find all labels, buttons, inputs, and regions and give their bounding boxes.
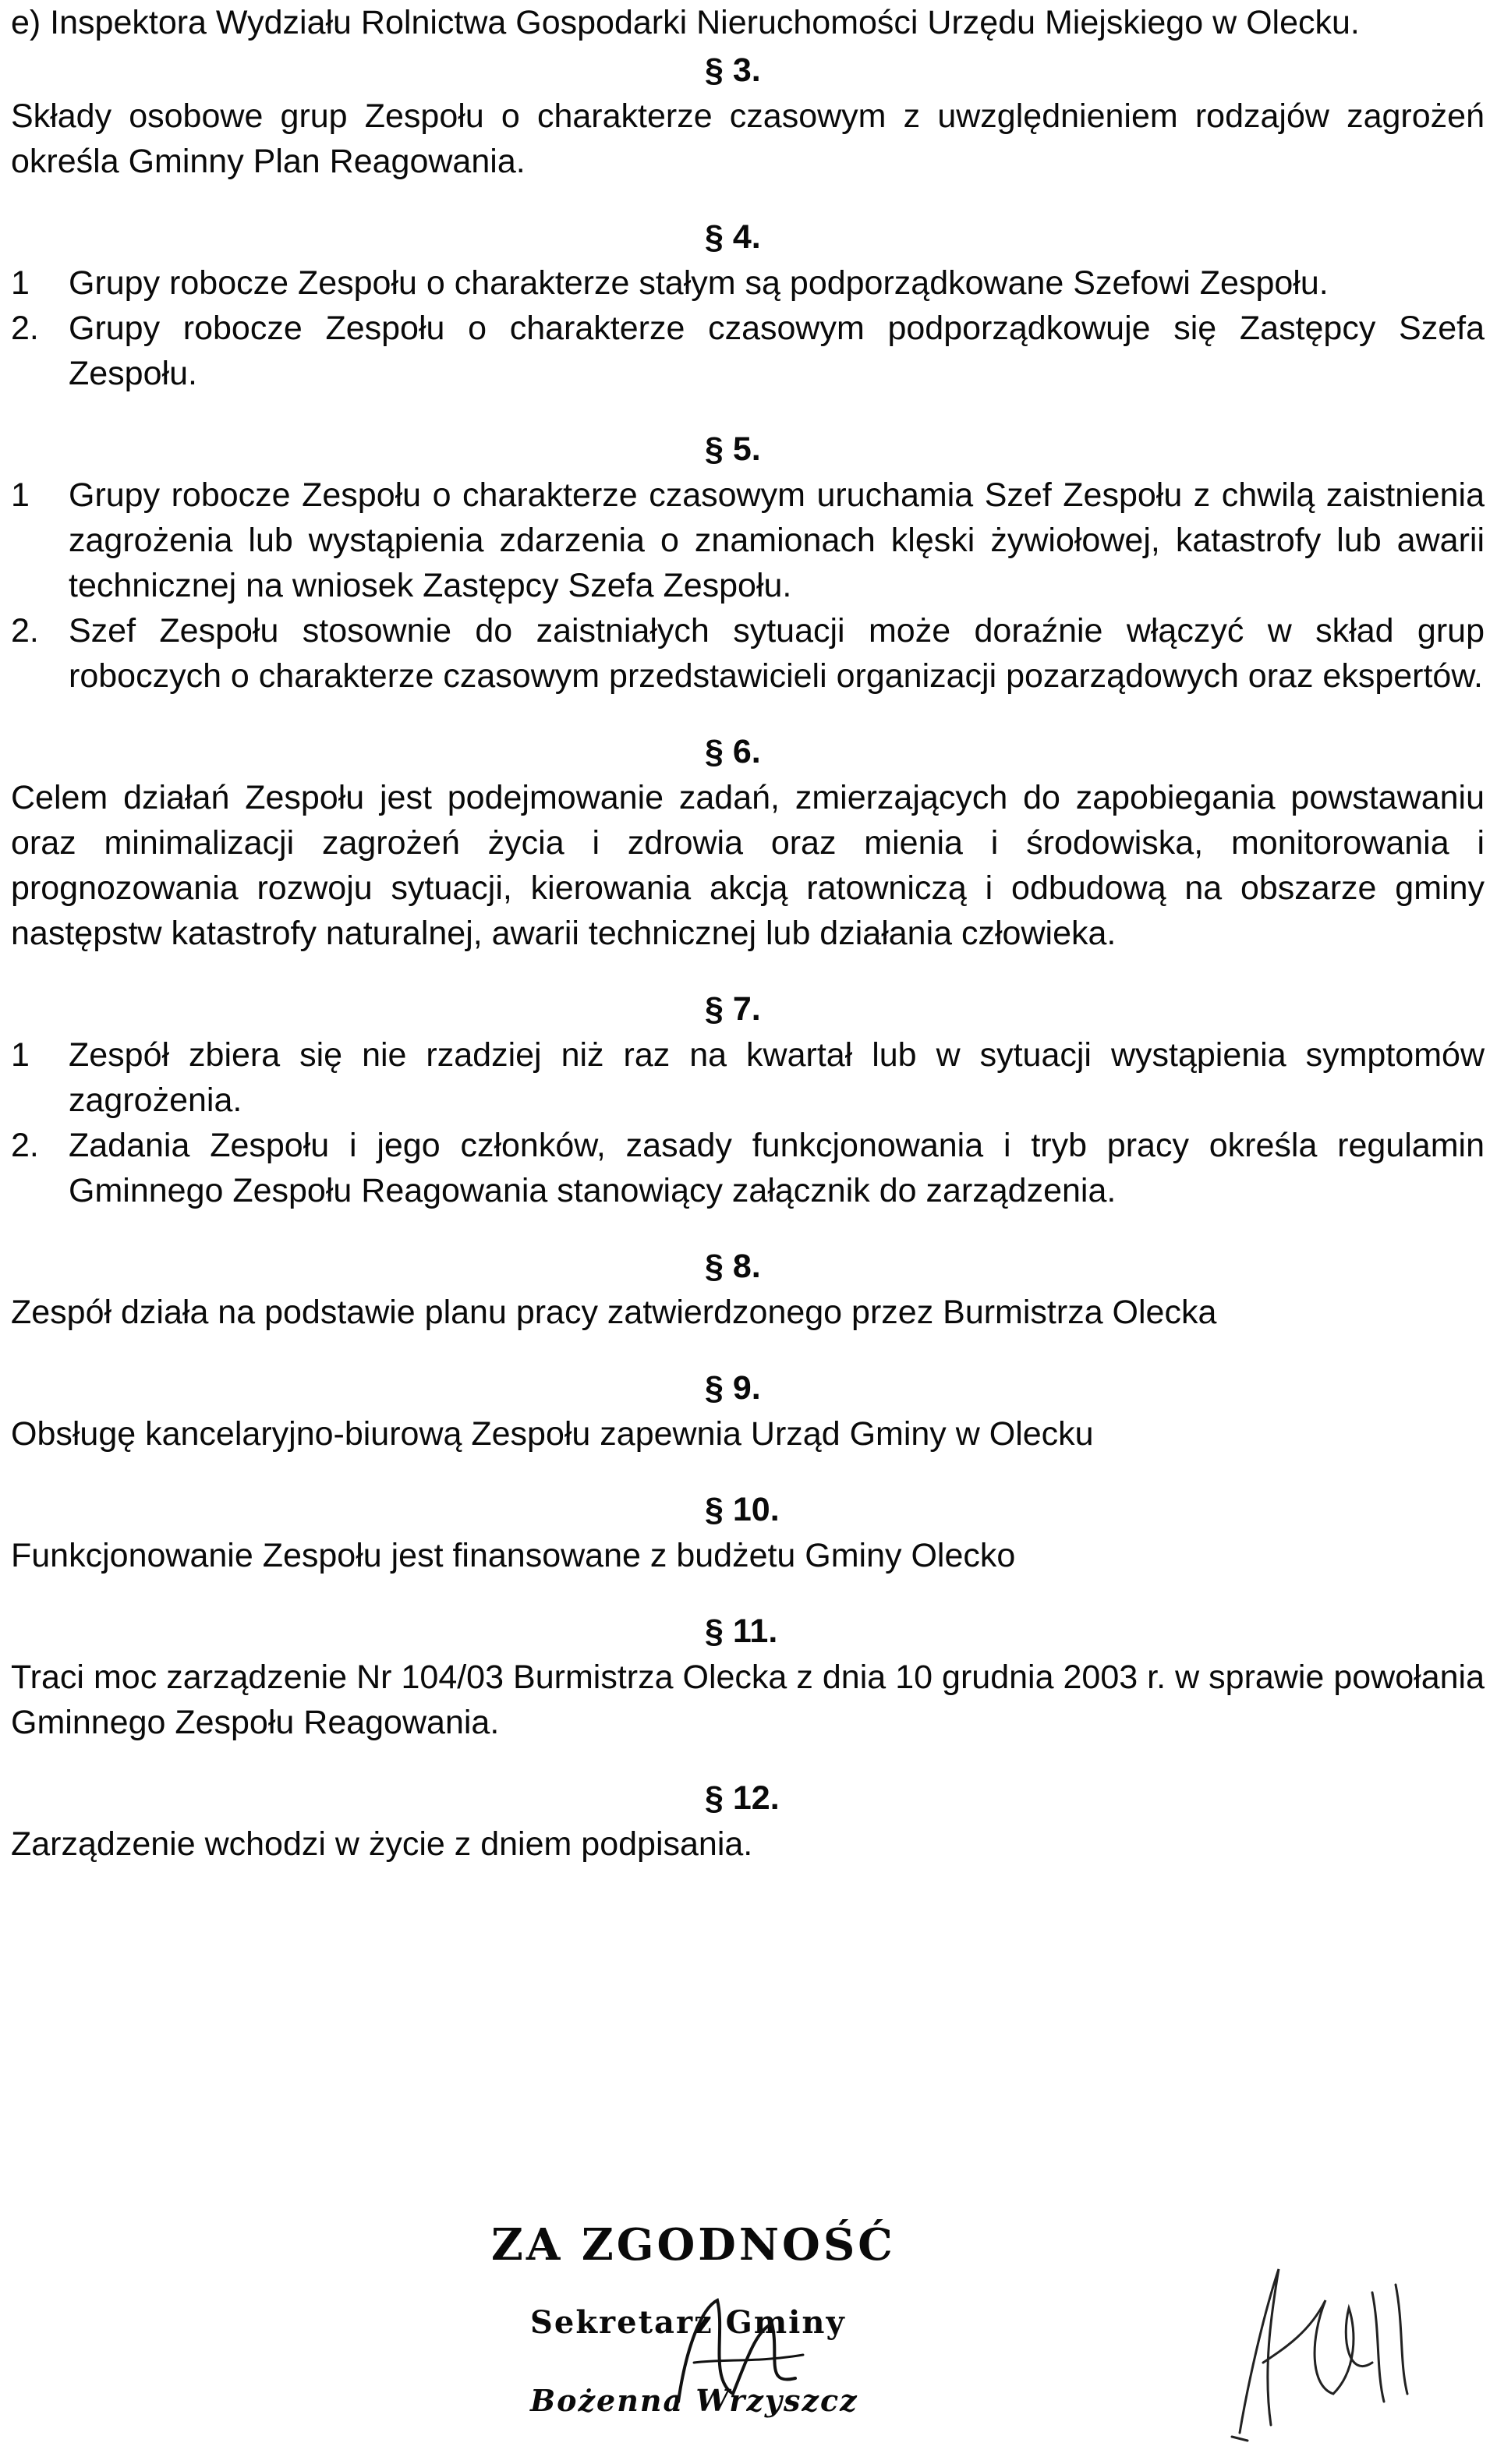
- item-text: Grupy robocze Zespołu o charakterze stałym są podporządkowane Szefowi Zespołu.: [69, 264, 1329, 302]
- section-7-item-1: [11, 1032, 1485, 1123]
- section-7-item-2: [11, 1123, 1485, 1213]
- section-11-title: § 11.: [705, 1613, 778, 1650]
- section-5-item-2: [11, 608, 1485, 699]
- stamp-heading: ZA ZGODNOŚĆ: [491, 2219, 896, 2271]
- section-6-text: Celem działań Zespołu jest podejmowanie zadań, zmierzających do zapobiegania powstawaniu oraz minimalizacji zagrożeń życia i zdrowia oraz mienia i środowiska, monitorowania i prognozowania rozwoju sytuacji, kierowania akcją ratowniczą i odbudową na obszarze gminy następstw katastrofy naturalnej, awarii technicznej lub działania człowieka.: [11, 779, 1485, 952]
- section-8-text: Zespół działa na podstawie planu pracy zatwierdzonego przez Burmistrza Olecka: [11, 1294, 1217, 1331]
- section-5-item-1: [11, 473, 1485, 608]
- section-3-text: Składy osobowe grup Zespołu o charakterze czasowym z uwzględnieniem rodzajów zagrożeń określa Gminny Plan Reagowania.: [11, 97, 1485, 180]
- stamp-position: Sekretarz Gminy: [530, 2304, 846, 2341]
- section-12-title: § 12.: [705, 1779, 780, 1817]
- section-11-text: Traci moc zarządzenie Nr 104/03 Burmistrza Olecka z dnia 10 grudnia 2003 r. w sprawie powołania Gminnego Zespołu Reagowania.: [11, 1659, 1485, 1741]
- section-4-item-1: [11, 260, 1485, 306]
- document-page: [11, 0, 1485, 1867]
- section-6-title: § 6.: [705, 733, 761, 770]
- signature: [1216, 2246, 1435, 2448]
- section-5-title: § 5.: [705, 430, 761, 468]
- item-text: Zespół zbiera się nie rzadziej niż raz na kwartał lub w sytuacji wystąpienia symptomów zagrożenia.: [69, 1036, 1485, 1119]
- section-3-title: § 3.: [705, 51, 761, 89]
- item-number: 1: [11, 476, 30, 514]
- section-7-title: § 7.: [705, 990, 761, 1028]
- item-number: 2.: [11, 310, 39, 347]
- item-number: 1: [11, 1036, 30, 1074]
- item-number: 1: [11, 264, 30, 302]
- item-text: Grupy robocze Zespołu o charakterze czasowym uruchamia Szef Zespołu z chwilą zaistnienia zagrożenia lub wystąpienia zdarzenia o znamionach klęski żywiołowej, katastrofy lub awarii technicznej na wniosek Zastępcy Szefa Zespołu.: [69, 476, 1485, 604]
- signature-small: [663, 2285, 819, 2425]
- item-text: Zadania Zespołu i jego członków, zasady funkcjonowania i tryb pracy określa regulamin Gminnego Zespołu Reagowania stanowiący załącznik do zarządzenia.: [69, 1127, 1485, 1209]
- item-text: Grupy robocze Zespołu o charakterze czasowym podporządkowuje się Zastępcy Szefa Zespołu.: [69, 310, 1485, 392]
- item-number: 2.: [11, 1127, 39, 1164]
- section-4-item-2: [11, 306, 1485, 396]
- section-10-title: § 10.: [705, 1491, 780, 1528]
- intro-paragraph: e) Inspektora Wydziału Rolnictwa Gospodarki Nieruchomości Urzędu Miejskiego w Olecku.: [11, 4, 1360, 41]
- certification-stamp: [483, 2219, 967, 2456]
- stamp-person-name: Bożenna Wrzyszcz: [530, 2383, 858, 2418]
- section-12-text: Zarządzenie wchodzi w życie z dniem podpisania.: [11, 1825, 753, 1863]
- section-10-text: Funkcjonowanie Zespołu jest finansowane z budżetu Gminy Olecko: [11, 1537, 1016, 1574]
- section-9-title: § 9.: [705, 1369, 761, 1407]
- item-number: 2.: [11, 612, 39, 650]
- item-text: Szef Zespołu stosownie do zaistniałych sytuacji może doraźnie włączyć w skład grup roboczych o charakterze czasowym przedstawicieli organizacji pozarządowych oraz ekspertów.: [69, 612, 1485, 695]
- section-8-title: § 8.: [705, 1248, 761, 1285]
- section-4-title: § 4.: [705, 218, 761, 256]
- section-9-text: Obsługę kancelaryjno-biurową Zespołu zapewnia Urząd Gminy w Olecku: [11, 1415, 1094, 1453]
